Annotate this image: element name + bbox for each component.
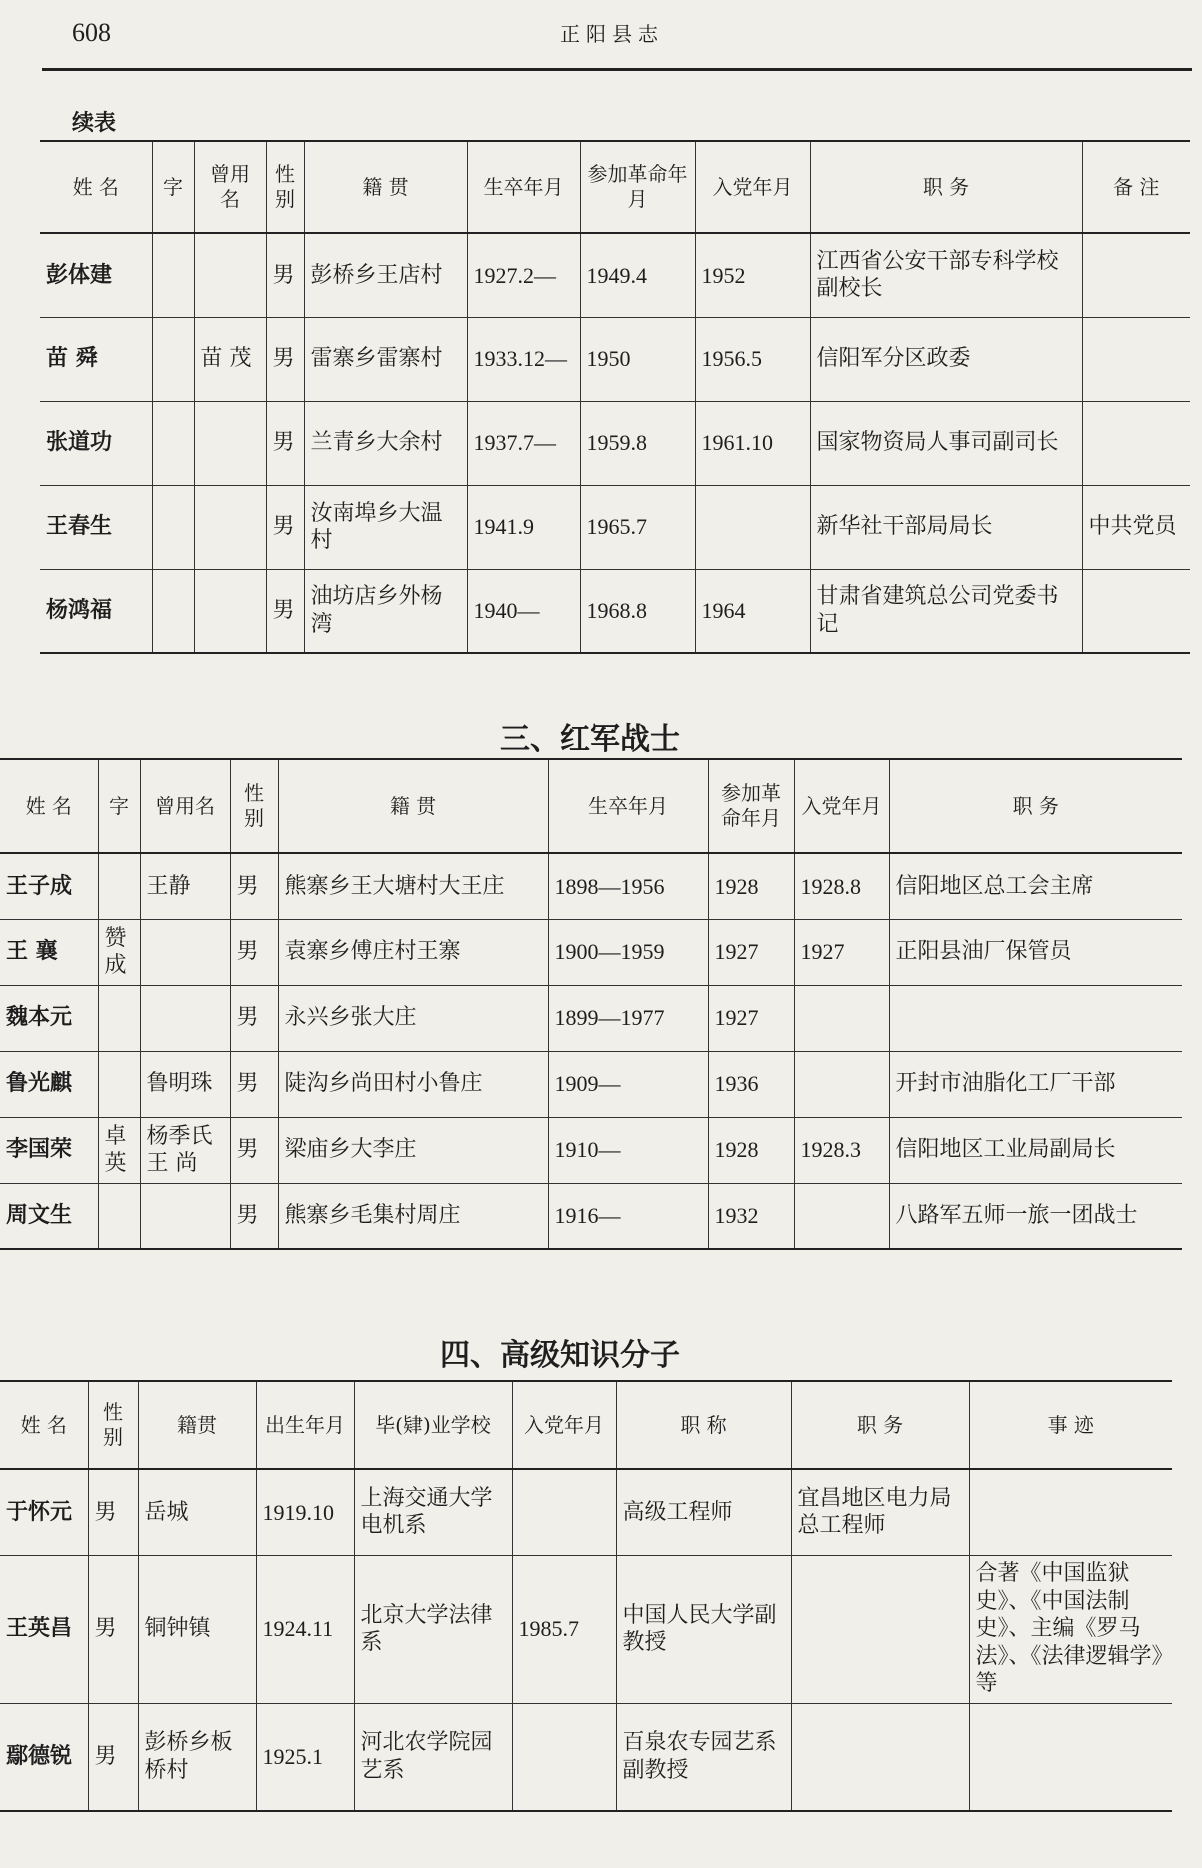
table-cell [1082, 233, 1190, 317]
name-cell: 苗 舜 [40, 317, 152, 401]
table-row [0, 853, 1182, 919]
table-cell: 百泉农专园艺系副教授 [616, 1703, 791, 1811]
column-header: 姓 名 [0, 759, 98, 853]
table-cell [695, 485, 810, 569]
column-header: 生卒年月 [467, 141, 580, 233]
table-cell [152, 233, 194, 317]
table-cell [194, 485, 266, 569]
table-row [0, 1051, 1182, 1117]
continued-label: 续表 [72, 110, 117, 136]
table-cell: 兰青乡大余村 [304, 401, 467, 485]
table-cell: 信阳军分区政委 [810, 317, 1082, 401]
table-cell: 男 [266, 401, 304, 485]
table-cell: 男 [230, 853, 278, 919]
table-row [40, 401, 1190, 485]
table-cell: 1924.11 [256, 1555, 354, 1703]
table-cell: 汝南埠乡大温村 [304, 485, 467, 569]
table-cell: 岳城 [138, 1469, 256, 1555]
table-cell: 男 [266, 569, 304, 653]
table-cell: 1950 [580, 317, 695, 401]
table-cell: 彭桥乡板桥村 [138, 1703, 256, 1811]
column-header: 职 务 [791, 1381, 969, 1469]
table-cell: 信阳地区总工会主席 [889, 853, 1182, 919]
table-cell: 1910— [548, 1117, 708, 1183]
table-cell: 1927.2— [467, 233, 580, 317]
table-cell: 男 [230, 1117, 278, 1183]
table-cell: 梁庙乡大李庄 [278, 1117, 548, 1183]
table-cell: 男 [230, 919, 278, 985]
table-cell: 男 [88, 1555, 138, 1703]
table-cell: 男 [230, 985, 278, 1051]
table-cell: 男 [88, 1469, 138, 1555]
table-cell [140, 985, 230, 1051]
page-number: 608 [72, 18, 111, 47]
intellectuals-table [0, 1380, 1172, 1812]
name-cell: 李国荣 [0, 1117, 98, 1183]
table-cell: 1900—1959 [548, 919, 708, 985]
table-cell: 彭桥乡王店村 [304, 233, 467, 317]
table-cell: 1919.10 [256, 1469, 354, 1555]
table-cell: 1952 [695, 233, 810, 317]
table-cell: 1899—1977 [548, 985, 708, 1051]
table-row [0, 1183, 1182, 1249]
table-cell: 高级工程师 [616, 1469, 791, 1555]
table-cell [969, 1703, 1172, 1811]
table-cell [194, 569, 266, 653]
column-header: 事 迹 [969, 1381, 1172, 1469]
name-cell: 魏本元 [0, 985, 98, 1051]
table-cell [794, 1183, 889, 1249]
table-row [40, 317, 1190, 401]
table-cell [98, 985, 140, 1051]
column-header: 职 务 [889, 759, 1182, 853]
header-rule [42, 68, 1192, 71]
table-cell: 1909— [548, 1051, 708, 1117]
column-header: 入党年月 [695, 141, 810, 233]
column-header: 性别 [266, 141, 304, 233]
column-header: 入党年月 [794, 759, 889, 853]
table-cell: 男 [88, 1703, 138, 1811]
table-row [40, 233, 1190, 317]
table-cell [98, 853, 140, 919]
name-cell: 鲁光麒 [0, 1051, 98, 1117]
table-cell: 1936 [708, 1051, 794, 1117]
table-cell: 新华社干部局局长 [810, 485, 1082, 569]
table-row [0, 1117, 1182, 1183]
column-header: 籍贯 [138, 1381, 256, 1469]
column-header: 籍 贯 [278, 759, 548, 853]
table-cell: 北京大学法律系 [354, 1555, 512, 1703]
table-cell: 男 [266, 233, 304, 317]
table-row [40, 485, 1190, 569]
column-header: 字 [152, 141, 194, 233]
red-army-table [0, 758, 1182, 1250]
table-cell: 河北农学院园艺系 [354, 1703, 512, 1811]
table-cell: 1965.7 [580, 485, 695, 569]
table-cell [152, 569, 194, 653]
column-header: 毕(肄)业学校 [354, 1381, 512, 1469]
table-cell [140, 1183, 230, 1249]
table-cell: 开封市油脂化工厂干部 [889, 1051, 1182, 1117]
column-header: 性别 [88, 1381, 138, 1469]
table-cell: 男 [230, 1183, 278, 1249]
table-cell: 1928 [708, 853, 794, 919]
officials-table [40, 140, 1190, 654]
table-cell: 1959.8 [580, 401, 695, 485]
table-cell: 信阳地区工业局副局长 [889, 1117, 1182, 1183]
table-cell: 熊寨乡毛集村周庄 [278, 1183, 548, 1249]
table-cell [791, 1703, 969, 1811]
table-cell: 中国人民大学副教授 [616, 1555, 791, 1703]
table-cell: 江西省公安干部专科学校副校长 [810, 233, 1082, 317]
table-cell: 赞成 [98, 919, 140, 985]
table-cell: 卓英 [98, 1117, 140, 1183]
table-cell: 男 [266, 485, 304, 569]
table-cell: 苗 茂 [194, 317, 266, 401]
table-cell: 袁寨乡傅庄村王寨 [278, 919, 548, 985]
table-row [0, 985, 1182, 1051]
table-cell: 1927 [708, 985, 794, 1051]
name-cell: 鄢德锐 [0, 1703, 88, 1811]
table-cell [152, 401, 194, 485]
column-header: 出生年月 [256, 1381, 354, 1469]
table-cell [1082, 569, 1190, 653]
table-cell: 1898—1956 [548, 853, 708, 919]
table-cell: 1928.3 [794, 1117, 889, 1183]
table-cell: 八路军五师一旅一团战士 [889, 1183, 1182, 1249]
column-header: 曾用名 [140, 759, 230, 853]
table-cell: 上海交通大学电机系 [354, 1469, 512, 1555]
table-header-row [40, 141, 1190, 233]
table-row [0, 1555, 1172, 1703]
table-cell: 1927 [794, 919, 889, 985]
table-cell: 合著《中国监狱史》、《中国法制史》、主编《罗马法》、《法律逻辑学》等 [969, 1555, 1172, 1703]
table-cell: 国家物资局人事司副司长 [810, 401, 1082, 485]
table-cell: 1956.5 [695, 317, 810, 401]
table-cell: 1937.7— [467, 401, 580, 485]
name-cell: 王子成 [0, 853, 98, 919]
table-cell: 杨季氏王 尚 [140, 1117, 230, 1183]
book-title: 正阳县志 [560, 22, 664, 46]
table-cell [512, 1703, 616, 1811]
table-cell: 中共党员 [1082, 485, 1190, 569]
column-header: 职 务 [810, 141, 1082, 233]
table-cell: 1964 [695, 569, 810, 653]
table-cell [194, 233, 266, 317]
table-cell: 熊寨乡王大塘村大王庄 [278, 853, 548, 919]
column-header: 姓 名 [40, 141, 152, 233]
table-cell: 1932 [708, 1183, 794, 1249]
table-cell [794, 1051, 889, 1117]
table-cell [152, 317, 194, 401]
name-cell: 彭体建 [40, 233, 152, 317]
column-header: 参加革命年月 [708, 759, 794, 853]
table-cell [969, 1469, 1172, 1555]
table-cell [512, 1469, 616, 1555]
name-cell: 王 襄 [0, 919, 98, 985]
table-cell [791, 1555, 969, 1703]
table-cell: 男 [230, 1051, 278, 1117]
table-cell: 甘肃省建筑总公司党委书记 [810, 569, 1082, 653]
name-cell: 王春生 [40, 485, 152, 569]
table-cell: 1940— [467, 569, 580, 653]
table-cell: 1968.8 [580, 569, 695, 653]
column-header: 入党年月 [512, 1381, 616, 1469]
column-header: 性别 [230, 759, 278, 853]
column-header: 字 [98, 759, 140, 853]
column-header: 备 注 [1082, 141, 1190, 233]
table-row [0, 1703, 1172, 1811]
table-cell: 陡沟乡尚田村小鲁庄 [278, 1051, 548, 1117]
name-cell: 杨鸿福 [40, 569, 152, 653]
table-cell [140, 919, 230, 985]
table-header-row [0, 759, 1182, 853]
table-cell [889, 985, 1182, 1051]
table-row [0, 1469, 1172, 1555]
table-cell [1082, 317, 1190, 401]
table-cell [194, 401, 266, 485]
name-cell: 张道功 [40, 401, 152, 485]
table-cell: 永兴乡张大庄 [278, 985, 548, 1051]
table-header-row [0, 1381, 1172, 1469]
table-row [40, 569, 1190, 653]
column-header: 职 称 [616, 1381, 791, 1469]
table-cell: 鲁明珠 [140, 1051, 230, 1117]
name-cell: 周文生 [0, 1183, 98, 1249]
table-cell: 1941.9 [467, 485, 580, 569]
column-header: 籍 贯 [304, 141, 467, 233]
table-cell [98, 1183, 140, 1249]
table-cell: 1928.8 [794, 853, 889, 919]
table-cell: 王静 [140, 853, 230, 919]
table-cell [794, 985, 889, 1051]
table-cell: 1949.4 [580, 233, 695, 317]
table-cell: 宜昌地区电力局总工程师 [791, 1469, 969, 1555]
table-cell: 男 [266, 317, 304, 401]
table-cell: 1961.10 [695, 401, 810, 485]
table-cell: 铜钟镇 [138, 1555, 256, 1703]
name-cell: 王英昌 [0, 1555, 88, 1703]
section-title-red-army: 三、红军战士 [500, 722, 680, 757]
table-cell: 1927 [708, 919, 794, 985]
table-cell [152, 485, 194, 569]
table-cell: 1916— [548, 1183, 708, 1249]
table-cell: 正阳县油厂保管员 [889, 919, 1182, 985]
column-header: 姓 名 [0, 1381, 88, 1469]
name-cell: 于怀元 [0, 1469, 88, 1555]
table-cell: 油坊店乡外杨湾 [304, 569, 467, 653]
column-header: 参加革命年月 [580, 141, 695, 233]
section-title-intellectuals: 四、高级知识分子 [440, 1338, 680, 1373]
table-cell [1082, 401, 1190, 485]
table-cell: 1928 [708, 1117, 794, 1183]
column-header: 生卒年月 [548, 759, 708, 853]
table-cell: 1925.1 [256, 1703, 354, 1811]
table-cell: 1985.7 [512, 1555, 616, 1703]
table-cell: 1933.12— [467, 317, 580, 401]
table-cell [98, 1051, 140, 1117]
table-cell: 雷寨乡雷寨村 [304, 317, 467, 401]
table-row [0, 919, 1182, 985]
column-header: 曾用名 [194, 141, 266, 233]
